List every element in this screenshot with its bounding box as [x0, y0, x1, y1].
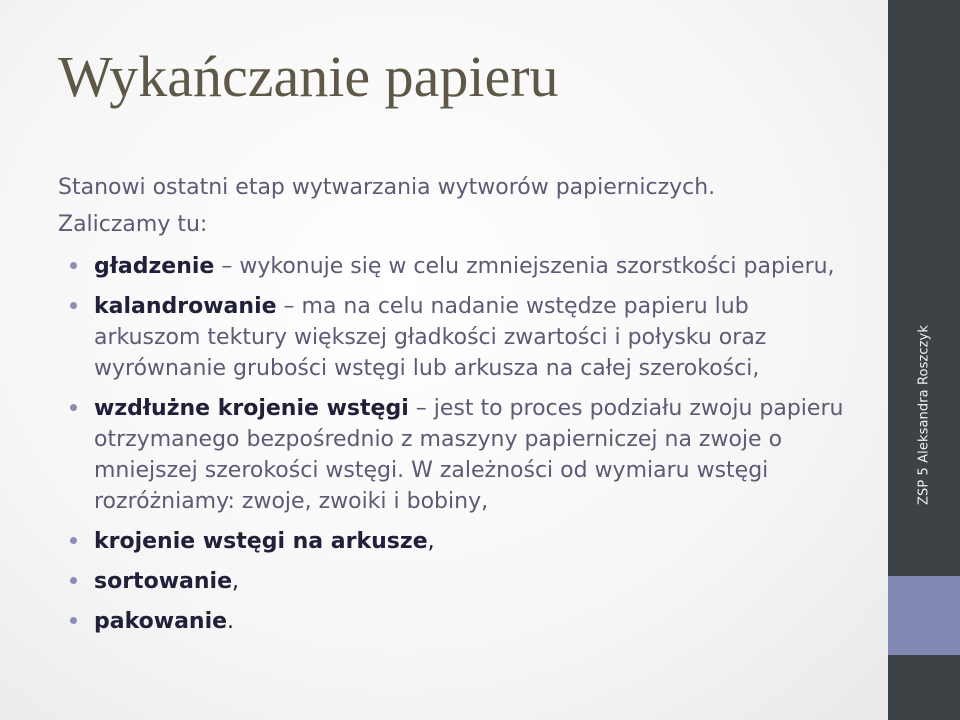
bullet-dot-icon [70, 404, 77, 411]
side-bar-accent [888, 576, 960, 655]
bullet-term: kalandrowanie [94, 294, 277, 319]
bullet-term: krojenie wstęgi na arkusze [94, 529, 428, 554]
bullet-term: sortowanie [94, 569, 232, 594]
bullet-dot-icon [70, 262, 77, 269]
side-bar-bottom [888, 655, 960, 720]
bullet-dot-icon [70, 537, 77, 544]
bullet-description: – ma na celu nadanie wstędze papieru lub arkuszom tektury większej gładkości zwartości i połysku oraz wyrównanie grubości wstęgi lub arkusza na całej szerokości, [94, 294, 767, 381]
intro-line-2: Zaliczamy tu: [58, 212, 208, 237]
bullet-term: gładzenie [94, 254, 215, 279]
slide-title: Wykańczanie papieru [58, 44, 559, 109]
bullet-item-kalandrowanie [58, 291, 848, 384]
bullet-description: . [227, 609, 235, 634]
bullet-term: wzdłużne krojenie wstęgi [94, 396, 409, 421]
slide-body [58, 172, 848, 646]
intro-line-1: Stanowi ostatni etap wytwarzania wytworów papierniczych. [58, 175, 716, 200]
author-label: ZSP 5 Aleksandra Roszczyk [916, 325, 932, 505]
bullet-item-pakowanie [58, 606, 848, 637]
bullet-item-sortowanie [58, 566, 848, 597]
bullet-dot-icon [70, 302, 77, 309]
bullet-dot-icon [70, 617, 77, 624]
bullet-description: , [427, 529, 435, 554]
bullet-description: , [231, 569, 239, 594]
bullet-item-wzdluzne-krojenie [58, 393, 848, 517]
bullet-description: – jest to proces podziału zwoju papieru otrzymanego bezpośrednio z maszyny papierniczej na zwoje o mniejszej szerokości wstęgi. W zależności od wymiaru wstęgi rozróżniamy: zwoje, zwoiki i bobiny, [94, 396, 844, 514]
bullet-term: pakowanie [94, 609, 228, 634]
bullet-description: – wykonuje się w celu zmniejszenia szorstkości papieru, [214, 254, 835, 279]
bullet-item-krojenie-na-arkusze [58, 526, 848, 557]
bullet-item-gladzenie [58, 251, 848, 282]
bullet-list [58, 251, 848, 637]
bullet-dot-icon [70, 577, 77, 584]
